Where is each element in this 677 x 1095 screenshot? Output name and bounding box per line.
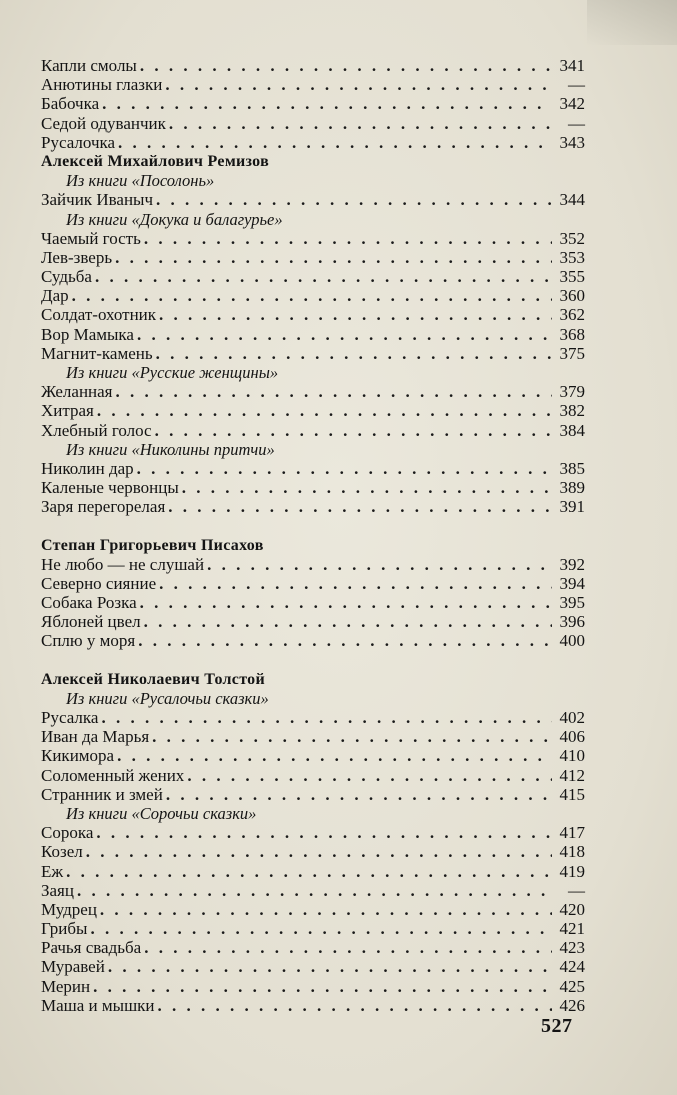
toc-entry bbox=[41, 344, 585, 363]
toc-entry bbox=[41, 823, 585, 842]
toc-entry-title: Капли смолы bbox=[41, 56, 137, 75]
dot-leader bbox=[182, 478, 552, 497]
toc-entry-page: — bbox=[568, 880, 585, 900]
toc-entry bbox=[41, 114, 585, 133]
toc-entry-title: Заря перегорелая bbox=[41, 497, 166, 517]
dot-leader bbox=[159, 305, 552, 324]
author-heading: Алексей Николаевич Толстой bbox=[41, 670, 265, 688]
toc-entry-page: 420 bbox=[559, 899, 585, 919]
toc-entry bbox=[41, 957, 585, 976]
toc-entry-title: Мудрец bbox=[41, 899, 97, 919]
toc-entry-title: Странник и змей bbox=[41, 784, 163, 804]
toc-entry bbox=[41, 382, 585, 401]
toc-entry bbox=[41, 133, 585, 152]
toc-entry-page: 384 bbox=[559, 420, 585, 440]
dot-leader bbox=[140, 593, 552, 612]
toc-entry-page: — bbox=[568, 113, 585, 133]
dot-leader bbox=[158, 996, 552, 1015]
toc-entry bbox=[41, 977, 585, 996]
toc-entry-title: Кикимора bbox=[41, 746, 115, 766]
book-subheading: Из книги «Сорочьи сказки» bbox=[66, 803, 257, 823]
dot-leader bbox=[115, 248, 552, 267]
dot-leader bbox=[116, 382, 552, 401]
toc-entry-title: Соломенный жених bbox=[41, 765, 185, 785]
toc-entry-title: Николин дар bbox=[41, 458, 134, 478]
toc-entry-title: Маша и мышки bbox=[41, 995, 155, 1015]
toc-entry-title: Иван да Марья bbox=[41, 727, 150, 747]
toc-entry-title: Муравей bbox=[41, 957, 105, 977]
toc-entry bbox=[41, 612, 585, 631]
toc-entry-page: 343 bbox=[559, 132, 585, 152]
toc-entry-page: 368 bbox=[559, 324, 585, 344]
toc-entry bbox=[41, 248, 585, 267]
dot-leader bbox=[90, 919, 552, 938]
dot-leader bbox=[159, 574, 552, 593]
toc-entry-page: 360 bbox=[559, 286, 585, 306]
toc-entry-title: Солдат-охотник bbox=[41, 305, 157, 325]
toc-entry-page: 391 bbox=[559, 497, 585, 517]
table-of-contents bbox=[41, 56, 585, 1015]
toc-entry-title: Собака Розка bbox=[41, 593, 137, 613]
toc-entry bbox=[41, 881, 585, 900]
toc-entry-title: Чаемый гость bbox=[41, 228, 141, 248]
toc-entry-page: 389 bbox=[559, 478, 585, 498]
toc-entry-page: 392 bbox=[559, 554, 585, 574]
dot-leader bbox=[93, 977, 552, 996]
dot-leader bbox=[72, 286, 552, 305]
toc-entry-title: Русалочка bbox=[41, 132, 116, 152]
toc-entry-title: Грибы bbox=[41, 919, 88, 939]
toc-entry-title: Зайчик Иваныч bbox=[41, 190, 154, 210]
toc-entry bbox=[41, 842, 585, 861]
toc-entry-page: 352 bbox=[559, 228, 585, 248]
toc-entry-title: Хлебный голос bbox=[41, 420, 152, 440]
dot-leader bbox=[96, 823, 552, 842]
toc-entry-title: Дар bbox=[41, 286, 69, 306]
toc-entry bbox=[41, 766, 585, 785]
toc-entry-title: Каленые червонцы bbox=[41, 478, 179, 498]
dot-leader bbox=[101, 708, 552, 727]
page-edge-stain bbox=[587, 0, 677, 45]
toc-entry-page: 344 bbox=[559, 190, 585, 210]
toc-entry-page: 406 bbox=[559, 727, 585, 747]
dot-leader bbox=[166, 785, 552, 804]
toc-entry-title: Мерин bbox=[41, 976, 91, 996]
toc-entry bbox=[41, 497, 585, 516]
toc-entry-title: Сплю у моря bbox=[41, 631, 136, 651]
dot-leader bbox=[137, 325, 552, 344]
dot-leader bbox=[155, 421, 552, 440]
toc-entry bbox=[41, 746, 585, 765]
toc-entry bbox=[41, 631, 585, 650]
toc-entry-title: Северно сияние bbox=[41, 573, 157, 593]
author-heading: Алексей Михайлович Ремизов bbox=[41, 152, 270, 170]
toc-entry-title: Не любо — не слушай bbox=[41, 554, 205, 574]
toc-entry-title: Желанная bbox=[41, 382, 113, 402]
toc-entry bbox=[41, 785, 585, 804]
section-gap bbox=[41, 517, 585, 536]
toc-entry-page: 410 bbox=[559, 746, 585, 766]
toc-entry-title: Судьба bbox=[41, 267, 92, 287]
toc-entry-title: Хитрая bbox=[41, 401, 94, 421]
toc-entry-page: 412 bbox=[559, 765, 585, 785]
book-subheading: Из книги «Посолонь» bbox=[66, 171, 215, 191]
toc-entry-page: 424 bbox=[559, 957, 585, 977]
dot-leader bbox=[138, 631, 552, 650]
dot-leader bbox=[97, 401, 552, 420]
toc-entry bbox=[41, 401, 585, 420]
toc-entry-title: Анютины глазки bbox=[41, 75, 163, 95]
toc-entry bbox=[41, 286, 585, 305]
toc-entry bbox=[41, 459, 585, 478]
toc-entry bbox=[41, 94, 585, 113]
toc-entry bbox=[41, 996, 585, 1015]
dot-leader bbox=[140, 56, 552, 75]
toc-entry-page: — bbox=[568, 75, 585, 95]
toc-entry-page: 382 bbox=[559, 401, 585, 421]
toc-entry-page: 341 bbox=[559, 56, 585, 75]
author-heading: Степан Григорьевич Писахов bbox=[41, 536, 264, 554]
book-subheading: Из книги «Докука и балагурье» bbox=[66, 209, 283, 229]
dot-leader bbox=[187, 766, 552, 785]
toc-entry-title: Бабочка bbox=[41, 94, 100, 114]
toc-entry bbox=[41, 727, 585, 746]
section-gap bbox=[41, 651, 585, 670]
dot-leader bbox=[156, 190, 552, 209]
toc-entry-page: 419 bbox=[559, 861, 585, 881]
toc-entry-page: 400 bbox=[559, 631, 585, 651]
dot-leader bbox=[100, 900, 552, 919]
toc-entry-title: Еж bbox=[41, 861, 64, 881]
dot-leader bbox=[86, 842, 552, 861]
toc-entry bbox=[41, 478, 585, 497]
dot-leader bbox=[207, 555, 552, 574]
toc-entry-page: 423 bbox=[559, 938, 585, 958]
toc-entry bbox=[41, 574, 585, 593]
toc-entry bbox=[41, 708, 585, 727]
toc-entry bbox=[41, 325, 585, 344]
toc-entry-title: Русалка bbox=[41, 708, 99, 727]
toc-entry-page: 342 bbox=[559, 94, 585, 114]
toc-entry-title: Сорока bbox=[41, 823, 94, 843]
dot-leader bbox=[144, 229, 552, 248]
toc-entry-page: 396 bbox=[559, 612, 585, 632]
toc-entry-title: Седой одуванчик bbox=[41, 113, 166, 133]
toc-entry bbox=[41, 421, 585, 440]
dot-leader bbox=[169, 114, 552, 133]
dot-leader bbox=[66, 862, 552, 881]
toc-entry bbox=[41, 555, 585, 574]
toc-entry-title: Лев-зверь bbox=[41, 247, 113, 267]
toc-entry-title: Вор Мамыка bbox=[41, 324, 134, 344]
dot-leader bbox=[77, 881, 552, 900]
toc-entry-page: 394 bbox=[559, 573, 585, 593]
dot-leader bbox=[102, 94, 552, 113]
toc-entry bbox=[41, 900, 585, 919]
toc-entry-page: 421 bbox=[559, 919, 585, 939]
toc-entry-title: Магнит-камень bbox=[41, 343, 153, 363]
book-subheading: Из книги «Русалочьи сказки» bbox=[66, 688, 269, 708]
toc-entry bbox=[41, 229, 585, 248]
toc-entry bbox=[41, 267, 585, 286]
toc-entry-page: 418 bbox=[559, 842, 585, 862]
dot-leader bbox=[144, 938, 552, 957]
toc-entry bbox=[41, 862, 585, 881]
book-subheading: Из книги «Николины притчи» bbox=[66, 439, 275, 459]
toc-entry-page: 355 bbox=[559, 267, 585, 287]
page-number: 527 bbox=[541, 1015, 573, 1037]
toc-entry bbox=[41, 75, 585, 94]
toc-entry-title: Козел bbox=[41, 842, 83, 862]
toc-entry bbox=[41, 190, 585, 209]
toc-entry-page: 417 bbox=[559, 823, 585, 843]
toc-entry-page: 385 bbox=[559, 458, 585, 478]
toc-entry-page: 395 bbox=[559, 593, 585, 613]
book-subheading: Из книги «Русские женщины» bbox=[66, 363, 279, 382]
toc-entry-page: 362 bbox=[559, 305, 585, 325]
dot-leader bbox=[117, 746, 552, 765]
dot-leader bbox=[144, 612, 552, 631]
dot-leader bbox=[152, 727, 552, 746]
dot-leader bbox=[168, 497, 552, 516]
dot-leader bbox=[118, 133, 552, 152]
dot-leader bbox=[108, 957, 552, 976]
toc-entry-page: 402 bbox=[559, 708, 585, 727]
toc-entry-page: 375 bbox=[559, 343, 585, 363]
toc-entry bbox=[41, 919, 585, 938]
dot-leader bbox=[156, 344, 552, 363]
dot-leader bbox=[95, 267, 552, 286]
toc-entry-page: 379 bbox=[559, 382, 585, 402]
toc-entry bbox=[41, 593, 585, 612]
toc-entry bbox=[41, 938, 585, 957]
toc-entry-page: 353 bbox=[559, 247, 585, 267]
toc-entry bbox=[41, 56, 585, 75]
toc-entry bbox=[41, 305, 585, 324]
toc-entry-page: 426 bbox=[559, 995, 585, 1015]
toc-entry-page: 415 bbox=[559, 784, 585, 804]
dot-leader bbox=[165, 75, 552, 94]
toc-entry-title: Рачья свадьба bbox=[41, 938, 142, 958]
toc-entry-title: Заяц bbox=[41, 880, 74, 900]
toc-entry-page: 425 bbox=[559, 976, 585, 996]
toc-entry-title: Яблоней цвел bbox=[41, 612, 141, 632]
dot-leader bbox=[137, 459, 552, 478]
